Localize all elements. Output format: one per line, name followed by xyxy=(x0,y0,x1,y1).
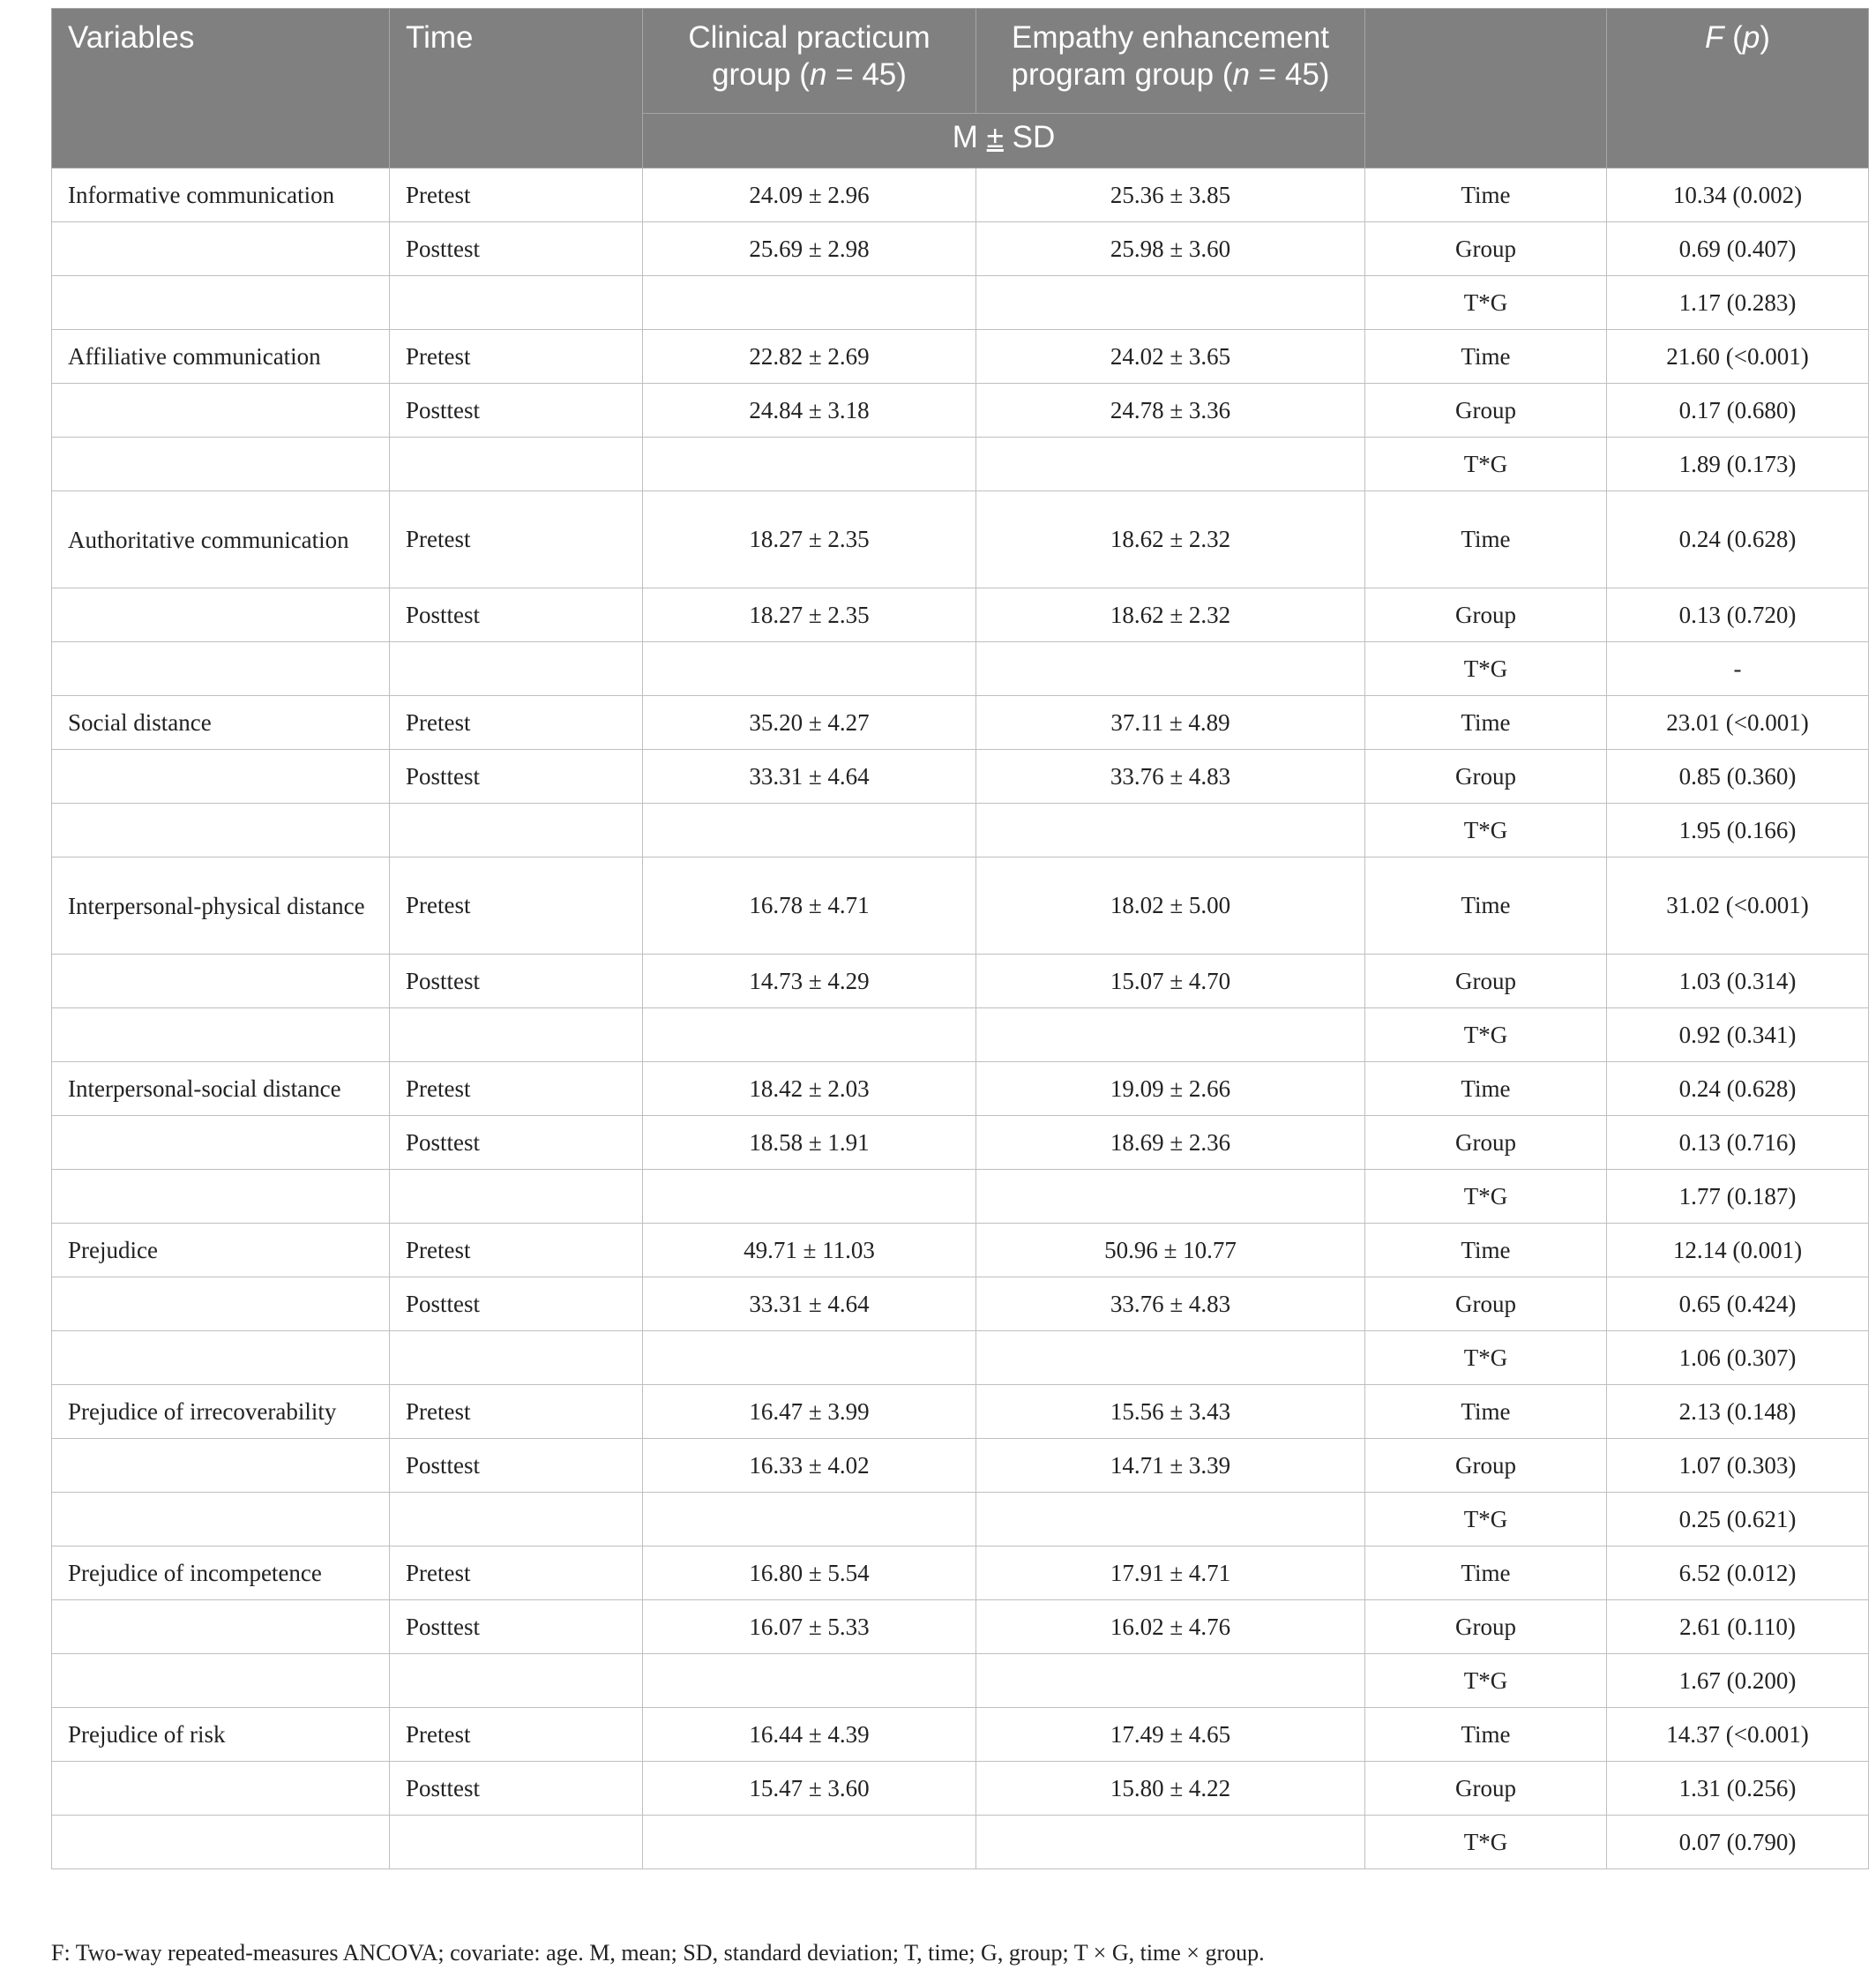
f-value-cell: 0.24 (0.628) xyxy=(1607,1062,1869,1116)
empathy-group-value: 15.80 ± 4.22 xyxy=(976,1762,1365,1816)
f-value-cell: 2.61 (0.110) xyxy=(1607,1600,1869,1654)
effect-cell: Time xyxy=(1365,1385,1607,1439)
table-row xyxy=(52,384,1869,438)
variable-cell: Social distance xyxy=(52,696,390,750)
time-cell xyxy=(390,276,643,330)
variable-cell: Interpersonal-physical distance xyxy=(52,857,390,955)
time-cell xyxy=(390,804,643,857)
effect-cell: T*G xyxy=(1365,276,1607,330)
f-value-cell: 0.69 (0.407) xyxy=(1607,222,1869,276)
time-cell xyxy=(390,1493,643,1546)
variable-cell: Prejudice of risk xyxy=(52,1708,390,1762)
table-row xyxy=(52,1816,1869,1869)
clinical-group-value: 22.82 ± 2.69 xyxy=(643,330,976,384)
table-row xyxy=(52,276,1869,330)
clinical-group-value: 18.27 ± 2.35 xyxy=(643,491,976,588)
table-row xyxy=(52,222,1869,276)
time-cell: Pretest xyxy=(390,168,643,222)
table-body xyxy=(52,168,1869,1869)
clinical-group-value: 18.42 ± 2.03 xyxy=(643,1062,976,1116)
variable-cell-empty xyxy=(52,276,390,330)
f-value-cell: - xyxy=(1607,642,1869,696)
table-row xyxy=(52,1493,1869,1546)
clinical-group-value: 35.20 ± 4.27 xyxy=(643,696,976,750)
clinical-group-value: 49.71 ± 11.03 xyxy=(643,1224,976,1277)
f-value-cell: 1.31 (0.256) xyxy=(1607,1762,1869,1816)
time-cell xyxy=(390,438,643,491)
effect-cell: Time xyxy=(1365,330,1607,384)
clinical-group-value: 33.31 ± 4.64 xyxy=(643,750,976,804)
f-value-cell: 1.03 (0.314) xyxy=(1607,955,1869,1008)
header-f-p: F (p) xyxy=(1607,9,1869,168)
variable-cell: Interpersonal-social distance xyxy=(52,1062,390,1116)
f-value-cell: 0.13 (0.716) xyxy=(1607,1116,1869,1170)
time-cell: Pretest xyxy=(390,1708,643,1762)
variable-cell-empty xyxy=(52,1331,390,1385)
clinical-group-value xyxy=(643,1008,976,1062)
f-value-cell: 10.34 (0.002) xyxy=(1607,168,1869,222)
empathy-group-value xyxy=(976,642,1365,696)
time-cell: Pretest xyxy=(390,1546,643,1600)
table-row xyxy=(52,1331,1869,1385)
clinical-group-value: 25.69 ± 2.98 xyxy=(643,222,976,276)
variable-cell: Prejudice of irrecoverability xyxy=(52,1385,390,1439)
clinical-group-value: 16.44 ± 4.39 xyxy=(643,1708,976,1762)
effect-cell: Group xyxy=(1365,1277,1607,1331)
time-cell: Posttest xyxy=(390,1762,643,1816)
effect-cell: T*G xyxy=(1365,1170,1607,1224)
time-cell: Pretest xyxy=(390,1224,643,1277)
effect-cell: Time xyxy=(1365,491,1607,588)
empathy-group-value: 19.09 ± 2.66 xyxy=(976,1062,1365,1116)
f-value-cell: 31.02 (<0.001) xyxy=(1607,857,1869,955)
time-cell: Pretest xyxy=(390,857,643,955)
time-cell xyxy=(390,1816,643,1869)
empathy-group-value xyxy=(976,804,1365,857)
empathy-group-value xyxy=(976,1331,1365,1385)
f-value-cell: 0.13 (0.720) xyxy=(1607,588,1869,642)
empathy-group-value: 25.98 ± 3.60 xyxy=(976,222,1365,276)
variable-cell-empty xyxy=(52,642,390,696)
clinical-group-value: 33.31 ± 4.64 xyxy=(643,1277,976,1331)
table-row xyxy=(52,1600,1869,1654)
empathy-group-value: 15.07 ± 4.70 xyxy=(976,955,1365,1008)
empathy-group-value: 37.11 ± 4.89 xyxy=(976,696,1365,750)
clinical-group-value: 16.33 ± 4.02 xyxy=(643,1439,976,1493)
empathy-group-value: 18.69 ± 2.36 xyxy=(976,1116,1365,1170)
variable-cell-empty xyxy=(52,1600,390,1654)
table-row xyxy=(52,588,1869,642)
time-cell: Posttest xyxy=(390,955,643,1008)
empathy-group-value xyxy=(976,1654,1365,1708)
effect-cell: Group xyxy=(1365,384,1607,438)
effect-cell: T*G xyxy=(1365,1816,1607,1869)
f-value-cell: 0.85 (0.360) xyxy=(1607,750,1869,804)
table-row xyxy=(52,1708,1869,1762)
f-value-cell: 12.14 (0.001) xyxy=(1607,1224,1869,1277)
results-table xyxy=(51,8,1869,1869)
clinical-group-value xyxy=(643,804,976,857)
variable-cell: Prejudice of incompetence xyxy=(52,1546,390,1600)
empathy-group-value: 18.62 ± 2.32 xyxy=(976,588,1365,642)
clinical-group-value xyxy=(643,1170,976,1224)
variable-cell-empty xyxy=(52,588,390,642)
clinical-group-value: 14.73 ± 4.29 xyxy=(643,955,976,1008)
time-cell xyxy=(390,1170,643,1224)
empathy-group-value: 25.36 ± 3.85 xyxy=(976,168,1365,222)
variable-cell-empty xyxy=(52,1762,390,1816)
f-value-cell: 0.25 (0.621) xyxy=(1607,1493,1869,1546)
table-row xyxy=(52,696,1869,750)
f-value-cell: 14.37 (<0.001) xyxy=(1607,1708,1869,1762)
clinical-group-value xyxy=(643,1816,976,1869)
time-cell: Pretest xyxy=(390,1062,643,1116)
table-row xyxy=(52,1385,1869,1439)
f-value-cell: 1.67 (0.200) xyxy=(1607,1654,1869,1708)
effect-cell: Group xyxy=(1365,222,1607,276)
empathy-group-value xyxy=(976,1008,1365,1062)
table-row xyxy=(52,642,1869,696)
variable-cell-empty xyxy=(52,1277,390,1331)
f-value-cell: 1.06 (0.307) xyxy=(1607,1331,1869,1385)
time-cell: Posttest xyxy=(390,1116,643,1170)
effect-cell: Time xyxy=(1365,1224,1607,1277)
f-value-cell: 0.65 (0.424) xyxy=(1607,1277,1869,1331)
f-value-cell: 0.92 (0.341) xyxy=(1607,1008,1869,1062)
time-cell: Pretest xyxy=(390,696,643,750)
header-empathy-program-group: Empathy enhancement program group (n = 45) xyxy=(976,9,1365,114)
effect-cell: Time xyxy=(1365,696,1607,750)
empathy-group-value xyxy=(976,276,1365,330)
empathy-group-value xyxy=(976,438,1365,491)
clinical-group-value: 16.07 ± 5.33 xyxy=(643,1600,976,1654)
empathy-group-value: 17.91 ± 4.71 xyxy=(976,1546,1365,1600)
effect-cell: T*G xyxy=(1365,1654,1607,1708)
effect-cell: Time xyxy=(1365,857,1607,955)
clinical-group-value: 16.47 ± 3.99 xyxy=(643,1385,976,1439)
header-mean-sd: M ± SD xyxy=(643,114,1365,168)
f-value-cell: 1.07 (0.303) xyxy=(1607,1439,1869,1493)
empathy-group-value: 33.76 ± 4.83 xyxy=(976,1277,1365,1331)
variable-cell-empty xyxy=(52,1170,390,1224)
table-row xyxy=(52,1439,1869,1493)
clinical-group-value: 18.58 ± 1.91 xyxy=(643,1116,976,1170)
f-value-cell: 0.07 (0.790) xyxy=(1607,1816,1869,1869)
table-row xyxy=(52,857,1869,955)
table-row xyxy=(52,168,1869,222)
table-row xyxy=(52,1224,1869,1277)
variable-cell-empty xyxy=(52,750,390,804)
effect-cell: Group xyxy=(1365,955,1607,1008)
time-cell: Posttest xyxy=(390,384,643,438)
table-row xyxy=(52,1116,1869,1170)
table-row xyxy=(52,1762,1869,1816)
table-row xyxy=(52,330,1869,384)
empathy-group-value: 16.02 ± 4.76 xyxy=(976,1600,1365,1654)
variable-cell-empty xyxy=(52,384,390,438)
f-value-cell: 2.13 (0.148) xyxy=(1607,1385,1869,1439)
time-cell: Posttest xyxy=(390,1600,643,1654)
f-value-cell: 1.77 (0.187) xyxy=(1607,1170,1869,1224)
table-row xyxy=(52,491,1869,588)
effect-cell: T*G xyxy=(1365,1331,1607,1385)
empathy-group-value: 33.76 ± 4.83 xyxy=(976,750,1365,804)
f-value-cell: 6.52 (0.012) xyxy=(1607,1546,1869,1600)
table-header xyxy=(52,9,1869,168)
effect-cell: Group xyxy=(1365,588,1607,642)
f-value-cell: 1.95 (0.166) xyxy=(1607,804,1869,857)
table-row xyxy=(52,1546,1869,1600)
f-value-cell: 23.01 (<0.001) xyxy=(1607,696,1869,750)
f-value-cell: 21.60 (<0.001) xyxy=(1607,330,1869,384)
empathy-group-value: 18.62 ± 2.32 xyxy=(976,491,1365,588)
time-cell: Posttest xyxy=(390,1439,643,1493)
header-variables: Variables xyxy=(52,9,390,168)
header-effect xyxy=(1365,9,1607,168)
clinical-group-value: 15.47 ± 3.60 xyxy=(643,1762,976,1816)
clinical-group-value: 24.09 ± 2.96 xyxy=(643,168,976,222)
table-row xyxy=(52,438,1869,491)
f-value-cell: 1.17 (0.283) xyxy=(1607,276,1869,330)
table-row xyxy=(52,804,1869,857)
effect-cell: Group xyxy=(1365,1762,1607,1816)
time-cell: Pretest xyxy=(390,330,643,384)
effect-cell: Group xyxy=(1365,750,1607,804)
table-row xyxy=(52,750,1869,804)
variable-cell-empty xyxy=(52,804,390,857)
empathy-group-value: 18.02 ± 5.00 xyxy=(976,857,1365,955)
f-value-cell: 0.17 (0.680) xyxy=(1607,384,1869,438)
variable-cell: Authoritative communication xyxy=(52,491,390,588)
clinical-group-value: 16.78 ± 4.71 xyxy=(643,857,976,955)
clinical-group-value xyxy=(643,1331,976,1385)
time-cell xyxy=(390,642,643,696)
empathy-group-value: 17.49 ± 4.65 xyxy=(976,1708,1365,1762)
effect-cell: Group xyxy=(1365,1600,1607,1654)
variable-cell-empty xyxy=(52,1493,390,1546)
time-cell xyxy=(390,1008,643,1062)
time-cell: Posttest xyxy=(390,588,643,642)
variable-cell-empty xyxy=(52,1008,390,1062)
table-footnote: F: Two-way repeated-measures ANCOVA; covariate: age. M, mean; SD, standard deviation; T, time; G, group; T × G, time × group. xyxy=(51,1940,1265,1966)
time-cell: Pretest xyxy=(390,1385,643,1439)
variable-cell-empty xyxy=(52,1816,390,1869)
table-row xyxy=(52,1170,1869,1224)
clinical-group-value: 18.27 ± 2.35 xyxy=(643,588,976,642)
variable-cell-empty xyxy=(52,222,390,276)
clinical-group-value: 24.84 ± 3.18 xyxy=(643,384,976,438)
variable-cell: Informative communication xyxy=(52,168,390,222)
table-row xyxy=(52,1062,1869,1116)
effect-cell: T*G xyxy=(1365,642,1607,696)
results-table-container xyxy=(51,8,1868,1966)
header-clinical-practicum-group: Clinical practicum group (n = 45) xyxy=(643,9,976,114)
clinical-group-value xyxy=(643,642,976,696)
variable-cell: Prejudice xyxy=(52,1224,390,1277)
variable-cell-empty xyxy=(52,438,390,491)
effect-cell: Group xyxy=(1365,1439,1607,1493)
table-row xyxy=(52,1277,1869,1331)
clinical-group-value xyxy=(643,1493,976,1546)
effect-cell: T*G xyxy=(1365,1008,1607,1062)
clinical-group-value xyxy=(643,1654,976,1708)
f-value-cell: 1.89 (0.173) xyxy=(1607,438,1869,491)
empathy-group-value xyxy=(976,1493,1365,1546)
time-cell: Posttest xyxy=(390,1277,643,1331)
effect-cell: T*G xyxy=(1365,804,1607,857)
effect-cell: T*G xyxy=(1365,438,1607,491)
empathy-group-value: 14.71 ± 3.39 xyxy=(976,1439,1365,1493)
table-row xyxy=(52,955,1869,1008)
empathy-group-value xyxy=(976,1816,1365,1869)
clinical-group-value xyxy=(643,276,976,330)
time-cell xyxy=(390,1654,643,1708)
variable-cell-empty xyxy=(52,1439,390,1493)
effect-cell: Time xyxy=(1365,168,1607,222)
empathy-group-value: 24.02 ± 3.65 xyxy=(976,330,1365,384)
time-cell: Posttest xyxy=(390,222,643,276)
table-row xyxy=(52,1654,1869,1708)
time-cell: Pretest xyxy=(390,491,643,588)
variable-cell-empty xyxy=(52,955,390,1008)
variable-cell: Affiliative communication xyxy=(52,330,390,384)
empathy-group-value: 15.56 ± 3.43 xyxy=(976,1385,1365,1439)
time-cell: Posttest xyxy=(390,750,643,804)
clinical-group-value xyxy=(643,438,976,491)
time-cell xyxy=(390,1331,643,1385)
f-value-cell: 0.24 (0.628) xyxy=(1607,491,1869,588)
effect-cell: Group xyxy=(1365,1116,1607,1170)
effect-cell: Time xyxy=(1365,1546,1607,1600)
clinical-group-value: 16.80 ± 5.54 xyxy=(643,1546,976,1600)
effect-cell: T*G xyxy=(1365,1493,1607,1546)
empathy-group-value xyxy=(976,1170,1365,1224)
effect-cell: Time xyxy=(1365,1062,1607,1116)
header-time: Time xyxy=(390,9,643,168)
table-row xyxy=(52,1008,1869,1062)
empathy-group-value: 50.96 ± 10.77 xyxy=(976,1224,1365,1277)
effect-cell: Time xyxy=(1365,1708,1607,1762)
variable-cell-empty xyxy=(52,1654,390,1708)
empathy-group-value: 24.78 ± 3.36 xyxy=(976,384,1365,438)
variable-cell-empty xyxy=(52,1116,390,1170)
